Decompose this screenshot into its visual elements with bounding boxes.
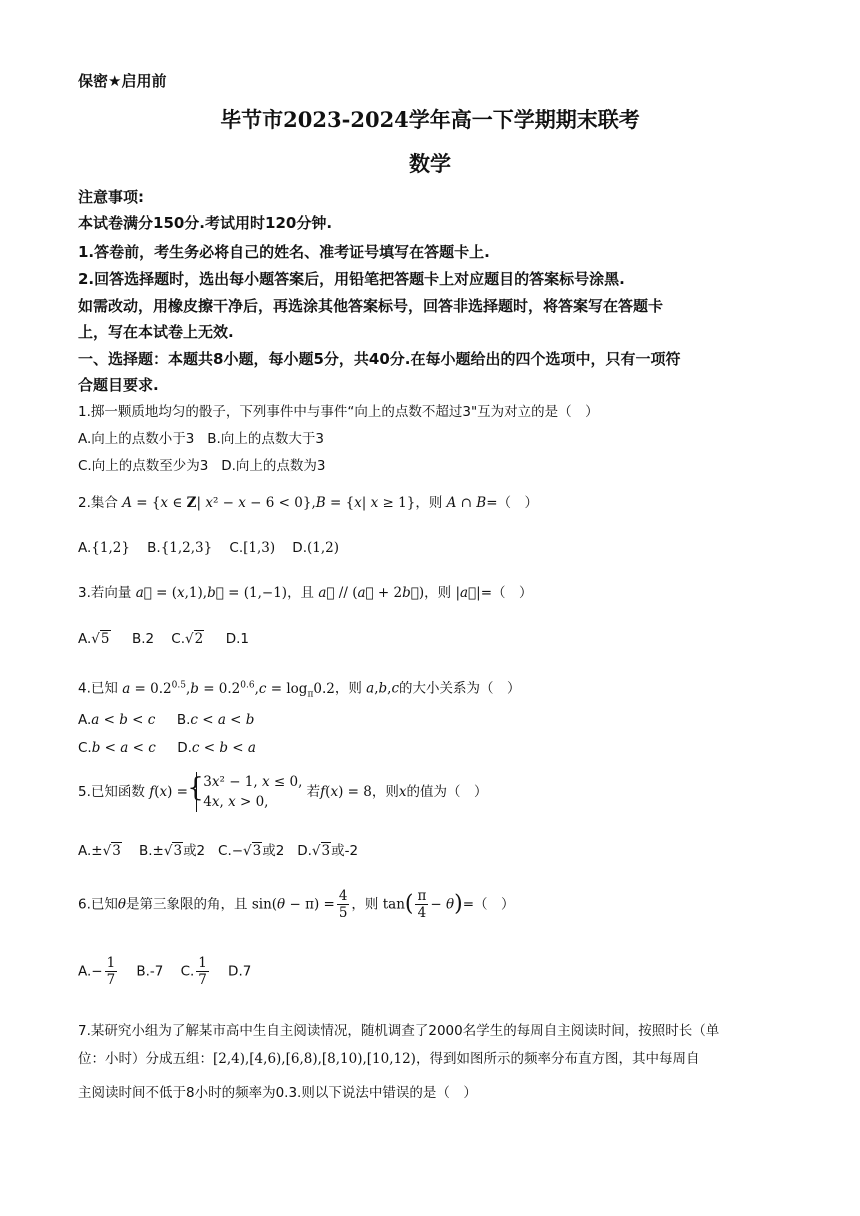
- question-7-line-2: 位：小时）分成五组：[2,4),[4,6),[6,8),[8,10),[10,12)，得到如图所示的频率分布直方图，其中每周自: [78, 1051, 700, 1067]
- exam-title: 毕节市2023-2024学年高一下学期期末联考: [220, 107, 640, 132]
- q2-expression: A ∩ B: [446, 495, 487, 511]
- question-2-stem: 2.集合 A = {x ∈ Z| x² − x − 6 < 0},B = {x| x ≥ 1}，则 A ∩ B=（ ）: [78, 495, 539, 511]
- q1-option-b: B.向上的点数大于3: [207, 431, 324, 447]
- question-6-options: A.− $\frac{1}{7}$ B.-7 C. $\frac{1}{7}$ D.7: [78, 955, 252, 988]
- q1-option-a: A.向上的点数小于3: [78, 431, 195, 447]
- question-2-options: A.{1,2} B.{1,2,3} C.[1,3) D.(1,2): [78, 540, 339, 556]
- question-4-options-row-1: A.a < b < c B.c < a < b: [78, 712, 255, 728]
- notice-line-5: 上，写在本试卷上无效.: [78, 323, 234, 341]
- notice-line-3: 2.回答选择题时，选出每小题答案后，用铅笔把答题卡上对应题目的答案标号涂黑.: [78, 270, 625, 288]
- confidential-label: 保密★启用前: [78, 72, 167, 90]
- notice-line-1: 本试卷满分150分.考试用时120分钟.: [78, 214, 333, 232]
- question-3-options: A.√5 B.2 C.√2 D.1: [78, 631, 249, 647]
- question-3-stem: 3.若向量 a⃗ = (x,1),b⃗ = (1,−1)，且 a⃗ // (a⃗ + 2b⃗)，则 |a⃗|=（ ）: [78, 585, 533, 601]
- question-6-stem: 6.已知θ是第三象限的角，且 sin(θ − π) = $\frac{4}{5}$ ，则 tan( $\frac{\pi}{4}$ − θ)=（ ）: [78, 888, 515, 921]
- q1-option-c: C.向上的点数至少为3: [78, 458, 209, 474]
- question-1-options-row-1: [78, 426, 798, 452]
- notice-line-4: 如需改动，用橡皮擦干净后，再选涂其他答案标号，回答非选择题时，将答案写在答题卡: [78, 297, 664, 315]
- question-4-stem: 4.已知 $a = 0.2^{0.5},b = 0.2^{0.6},c = \log_\pi 0.2$，则 a,b,c的大小关系为（ ）: [78, 680, 521, 700]
- q1-option-d: D.向上的点数为3: [221, 458, 326, 474]
- question-1-stem: 1.掷一颗质地均匀的骰子，下列事件中与事件“向上的点数不超过3"互为对立的是（ ）: [78, 404, 599, 420]
- section-1-heading: 一、选择题：本题共8小题，每小题5分，共40分.在每小题给出的四个选项中，只有一项符: [78, 350, 681, 368]
- subject-title: 数学: [409, 152, 451, 176]
- q2-set-a: A = {x ∈ Z| x² − x − 6 < 0},B = {x| x ≥ 1}: [122, 495, 416, 511]
- section-1-heading-cont: 合题目要求.: [78, 376, 159, 394]
- notice-line-2: 1.答卷前，考生务必将自己的姓名、准考证号填写在答题卡上.: [78, 243, 490, 261]
- q5-piecewise: { 3x² − 1, x ≤ 0, 4x, x > 0,: [196, 772, 302, 812]
- question-5-stem: 5.已知函数 f(x) = { 3x² − 1, x ≤ 0, 4x, x > 0, 若f(x) = 8，则x的值为（ ）: [78, 772, 798, 812]
- question-5-options: A.±√3 B.±√3或2 C.−√3或2 D.√3或-2: [78, 843, 359, 859]
- question-7-line-3: 主阅读时间不低于8小时的频率为0.3.则以下说法中错误的是（ ）: [78, 1085, 477, 1101]
- question-4-options-row-2: C.b < a < c D.c < b < a: [78, 740, 256, 756]
- question-7-line-1: 7.某研究小组为了解某市高中生自主阅读情况，随机调查了2000名学生的每周自主阅读时间，按照时长（单: [78, 1023, 720, 1039]
- notice-heading: 注意事项:: [78, 188, 144, 206]
- question-1-options-row-2: [78, 453, 798, 479]
